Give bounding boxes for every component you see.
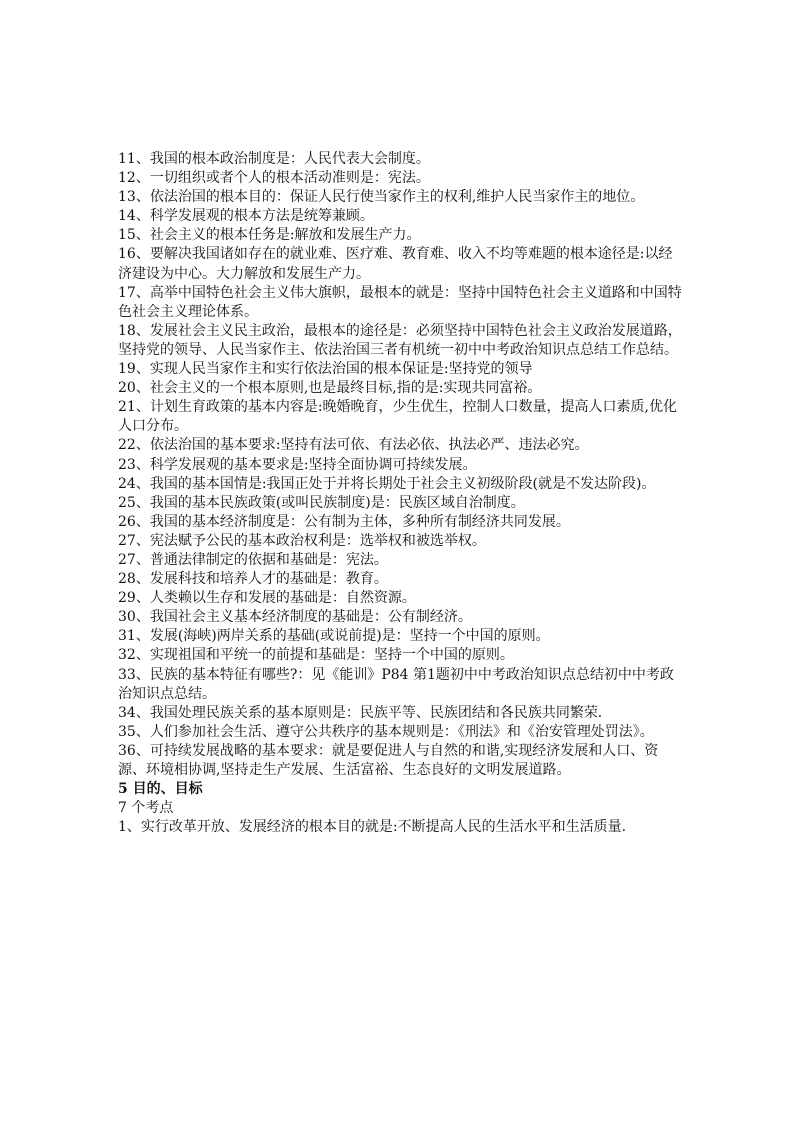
list-item: 18、发展社会主义民主政治，最根本的途径是：必须坚持中国特色社会主义政治发展道路，坚持党的领导、人民当家作主、依法治国三者有机统一初中中考政治知识点总结工作总结。 (118, 322, 682, 358)
list-item: 34、我国处理民族关系的基本原则是：民族平等、民族团结和各民族共同繁荣. (118, 704, 603, 721)
list-item: 25、我国的基本民族政策(或叫民族制度)是：民族区域自治制度。 (118, 494, 525, 511)
section-heading: 5 目的、目标 (118, 781, 203, 798)
list-item: 17、高举中国特色社会主义伟大旗帜，最根本的就是：坚持中国特色社会主义道路和中国特色社会主义理论体系。 (118, 284, 682, 320)
list-item: 26、我国的基本经济制度是：公有制为主体，多种所有制经济共同发展。 (118, 513, 570, 530)
list-item: 15、社会主义的根本任务是:解放和发展生产力。 (118, 227, 421, 244)
list-item: 32、实现祖国和平统一的前提和基础是：坚持一个中国的原则。 (118, 647, 514, 664)
list-item: 33、民族的基本特征有哪些?：见《能训》P84 第1题初中中考政治知识点总结初中中考政治知识点总结。 (118, 666, 674, 702)
document-body (118, 150, 684, 837)
list-item: 20、社会主义的一个根本原则,也是最终目标,指的是:实现共同富裕。 (118, 380, 542, 397)
list-item: 28、发展科技和培养人才的基础是：教育。 (118, 571, 388, 588)
list-item: 16、要解决我国诸如存在的就业难、医疗难、教育难、收入不均等难题的根本途径是:以经济建设为中心。大力解放和发展生产力。 (118, 246, 673, 282)
list-item: 27、宪法赋予公民的基本政治权利是：选举权和被选举权。 (118, 532, 486, 549)
list-item: 22、依法治国的基本要求:坚持有法可依、有法必依、执法必严、违法必究。 (118, 437, 589, 454)
list-item: 11、我国的根本政治制度是：人民代表大会制度。 (118, 151, 430, 167)
knowledge-point-list (118, 150, 684, 780)
list-item: 14、科学发展观的根本方法是统筹兼顾。 (118, 208, 374, 225)
list-item: 35、人们参加社会生活、遵守公共秩序的基本规则是：《刑法》和《治安管理处罚法》。 (118, 723, 654, 740)
list-item: 12、一切组织或者个人的根本活动准则是：宪法。 (118, 170, 430, 187)
list-item: 23、科学发展观的基本要求是:坚持全面协调可持续发展。 (118, 456, 477, 473)
list-item: 31、发展(海峡)两岸关系的基础(或说前提)是：坚持一个中国的原则。 (118, 628, 550, 645)
list-item: 29、人类赖以生存和发展的基础是：自然资源。 (118, 590, 416, 607)
section-subheading: 7 个考点 (118, 800, 174, 817)
list-item: 21、计划生育政策的基本内容是:晚婚晚育，少生优生，控制人口数量，提高人口素质,优化人口分布。 (118, 399, 677, 435)
list-item: 24、我国的基本国情是:我国正处于并将长期处于社会主义初级阶段(就是不发达阶段)。 (118, 475, 656, 492)
list-item: 30、我国社会主义基本经济制度的基础是：公有制经济。 (118, 609, 472, 626)
list-item: 1、实行改革开放、发展经济的根本目的就是:不断提高人民的生活水平和生活质量. (118, 819, 627, 836)
list-item: 27、普通法律制定的依据和基础是：宪法。 (118, 551, 388, 568)
list-item: 19、实现人民当家作主和实行依法治国的根本保证是:坚持党的领导 (118, 361, 533, 378)
list-item: 36、可持续发展战略的基本要求：就是要促进人与自然的和谐,实现经济发展和人口、资源、环境相协调,坚持走生产发展、生活富裕、生态良好的文明发展道路。 (118, 742, 659, 778)
list-item: 13、依法治国的根本目的：保证人民行使当家作主的权利,维护人民当家作主的地位。 (118, 189, 645, 206)
